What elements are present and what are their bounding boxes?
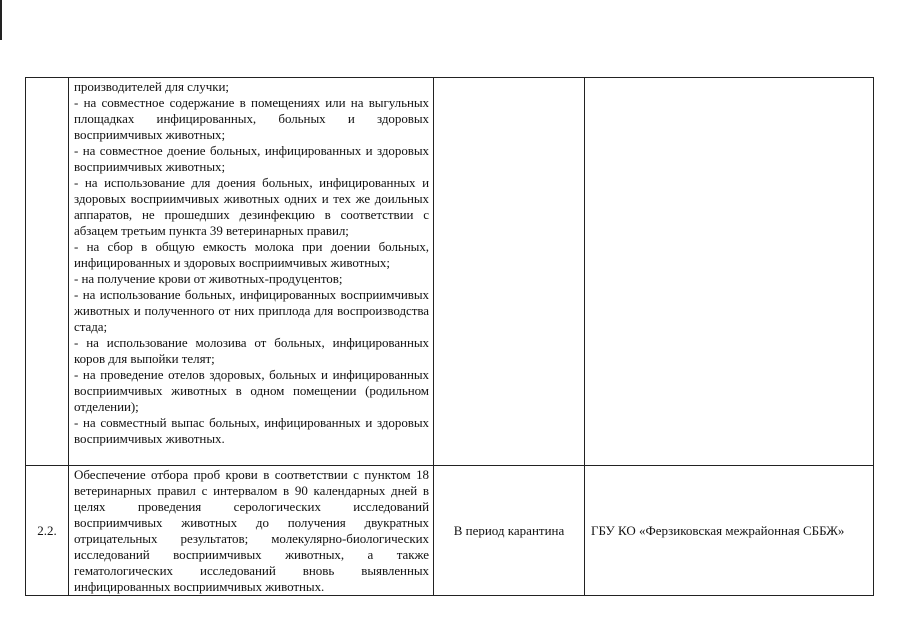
measure-line: - на использование для доения больных, инфицированных и здоровых восприимчивых животных одних и тех же доильных аппаратов, не прошедших дезинфекцию в соответствии с абзацем третьим пункта 39 ветеринарных правил; [74, 175, 429, 238]
measure-line: - на получение крови от животных-продуцентов; [74, 271, 343, 286]
term-cell: В период карантина [434, 466, 585, 596]
measures-table [25, 77, 874, 596]
table-row [26, 466, 874, 596]
measure-cell [69, 78, 434, 466]
measure-line: - на проведение отелов здоровых, больных и инфицированных восприимчивых животных в одном помещении (родильном отделении); [74, 367, 429, 414]
measure-line: - на совместный выпас больных, инфицированных и здоровых восприимчивых животных. [74, 415, 429, 446]
measure-line: производителей для случки; [74, 79, 229, 94]
measure-line: - на сбор в общую емкость молока при доении больных, инфицированных и здоровых восприимчивых животных; [74, 239, 429, 270]
measure-cell [69, 466, 434, 596]
row-number-cell [26, 78, 69, 466]
term-cell [434, 78, 585, 466]
measure-line: - на совместное содержание в помещениях или на выгульных площадках инфицированных, больных и здоровых восприимчивых животных; [74, 95, 429, 142]
measure-line: - на совместное доение больных, инфицированных и здоровых восприимчивых животных; [74, 143, 429, 174]
row-number-cell: 2.2. [26, 466, 69, 596]
responsible-cell: ГБУ КО «Ферзиковская межрайонная СББЖ» [585, 466, 874, 596]
measure-text: Обеспечение отбора проб крови в соответствии с пунктом 18 ветеринарных правил с интервалом в 90 календарных дней в целях проведения серологических исследований восприимчивых животных до получения двукратных отрицательных результатов; молекулярно-биологических исследований восприимчивых животных, а также гематологических исследований вновь выявленных инфицированных восприимчивых животных. [74, 467, 429, 594]
measure-line: - на использование больных, инфицированных восприимчивых животных и полученного от них приплода для воспроизводства стада; [74, 287, 429, 334]
responsible-cell [585, 78, 874, 466]
scan-edge-mark [0, 0, 2, 40]
table-row [26, 78, 874, 466]
measure-line: - на использование молозива от больных, инфицированных коров для выпойки телят; [74, 335, 429, 366]
